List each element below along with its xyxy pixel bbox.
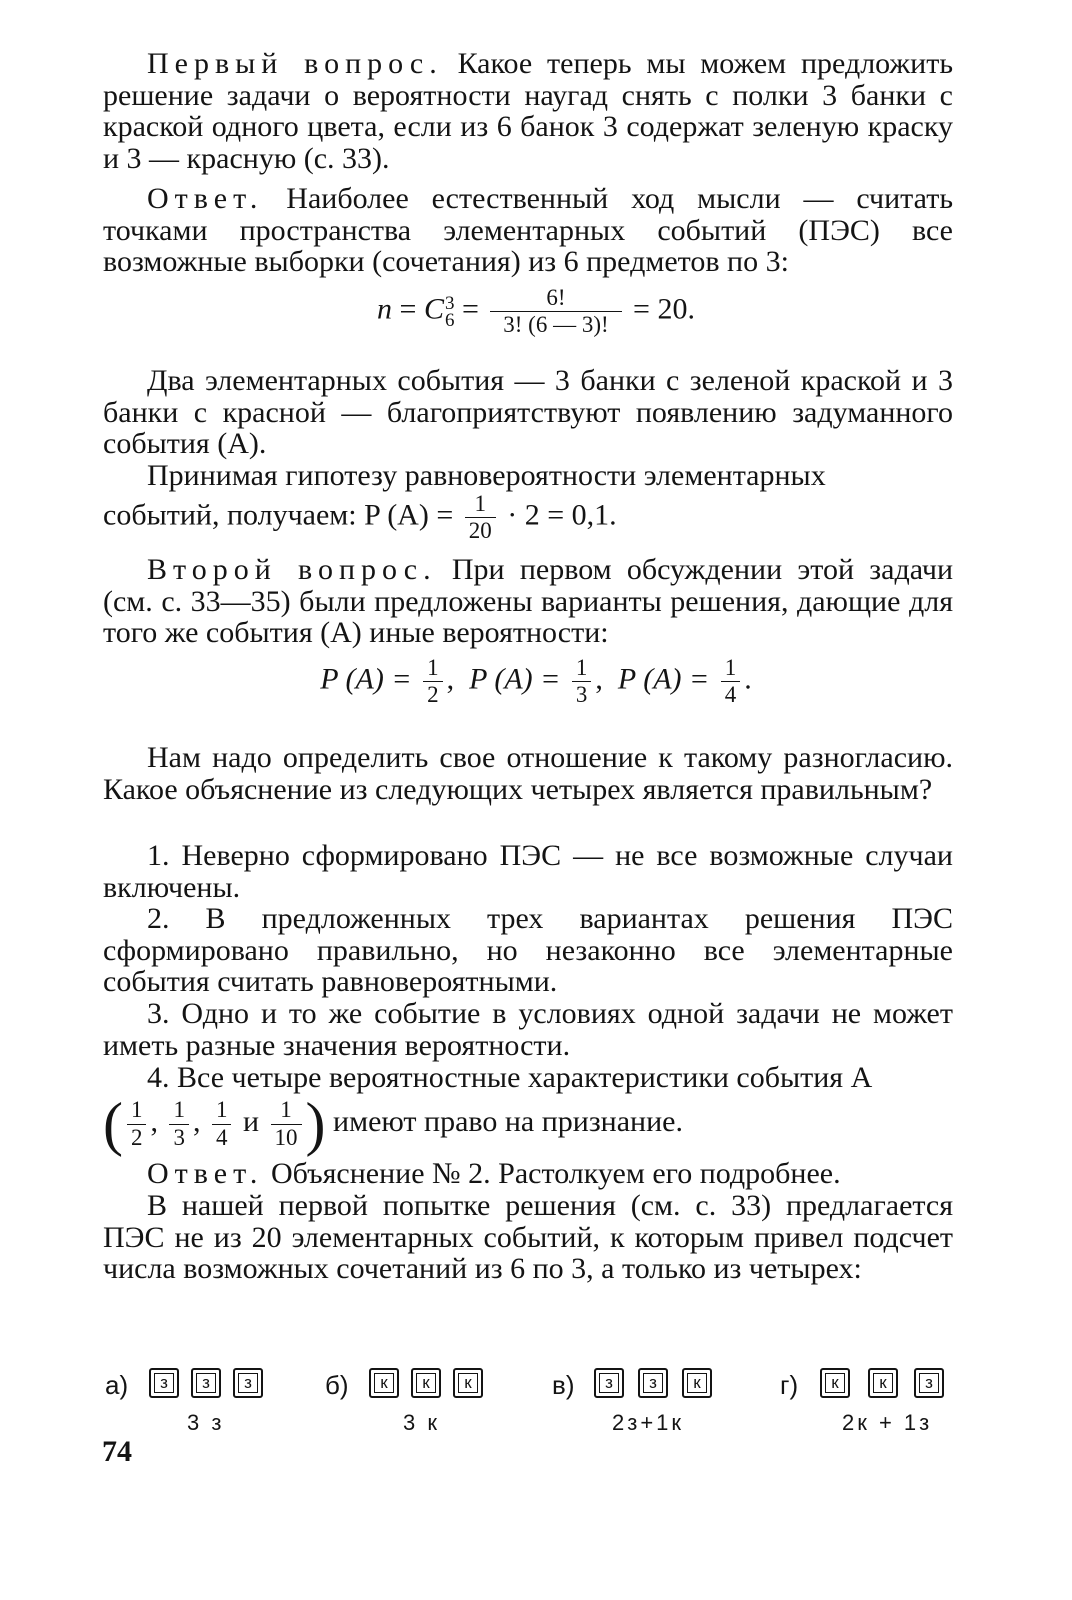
group-c-caption: 2з+1к (612, 1410, 685, 1435)
jar-box: к (411, 1368, 441, 1398)
group-c-label: в) (552, 1370, 575, 1400)
jar-box: к (453, 1368, 483, 1398)
answer-2-text: Объяснение № 2. Растолкуем его подробнее. (263, 1157, 841, 1190)
formula-n: n (377, 292, 393, 326)
formula-numerator: 6! (490, 286, 621, 312)
jar-box: з (638, 1368, 668, 1398)
two-events-paragraph: Два элементарных события — 3 банки с зеленой краской и 3 банки с красной — благоприятствуют появлению задуманного события (A). (103, 364, 953, 460)
item-4: 4. Все четыре вероятностные характеристики события A (147, 1061, 873, 1094)
formula-sup: 3 (444, 292, 455, 314)
question-1-heading: Первый вопрос. (147, 47, 443, 80)
group-c (552, 1368, 732, 1438)
item-1: 1. Неверно сформировано ПЭС — не все возможные случаи включены. (103, 839, 953, 904)
question-2-paragraph (103, 554, 953, 649)
jar-box: к (820, 1368, 850, 1398)
question-1-text: Какое теперь мы можем предложить решение задачи о вероятности наугад снять с полки 3 банки с краской одного цвета, если из 6 банок 3 содержат зеленую краску и 3 — красную (с. 33). (103, 47, 953, 175)
group-d-label: г) (780, 1370, 799, 1400)
jar-box: з (149, 1368, 179, 1398)
jar-box: к (868, 1368, 898, 1398)
item4-and: и (242, 1104, 260, 1138)
item-4-fractions: ( $\frac{1}{2}$ , $\frac{1}{3}$ , $\frac{1}{4}$ и $\frac{1}{10}$ ) имеют право на признание. (103, 1091, 683, 1157)
alt-fraction-2: $\frac{1}{3}$ (572, 656, 592, 707)
item4-frac-2: $\frac{1}{3}$ (169, 1098, 189, 1149)
alt-fraction-3: $\frac{1}{4}$ (721, 656, 741, 707)
group-b-caption: 3 к (403, 1410, 440, 1435)
disagreement-paragraph: Нам надо определить свое отношение к такому разногласию. Какое объяснение из следующих четырех является правильным? (103, 741, 953, 806)
formula-result: = 20. (633, 292, 695, 326)
formula-alternatives: P (A) = $\frac{1}{2}$ , P (A) = $\frac{1}{3}$ , P (A) = $\frac{1}{4}$ . (320, 655, 752, 708)
question-2-text: При первом обсуждении этой задачи (см. с. 33—35) были предложены варианты решения, дающие для того же события (A) иные вероятности: (103, 553, 953, 649)
item-2: 2. В предложенных трех вариантах решения ПЭС сформировано правильно, но незаконно все элементарные события считать равновероятными. (103, 902, 953, 998)
item4-rest: имеют право на признание. (333, 1104, 683, 1138)
item-3: 3. Одно и то же событие в условиях одной задачи не может иметь разные значения вероятности. (103, 997, 953, 1062)
group-b-label: б) (325, 1370, 349, 1400)
hypothesis-post: · 2 = 0,1. (507, 498, 617, 532)
formula-combinations: n = C 3 6 = $\frac{6!}{3! (6 — 3)!}$ = 20. (377, 285, 695, 338)
jar-box: з (914, 1368, 944, 1398)
alt-p-1: P (A) = (320, 662, 412, 696)
answer-2-heading: Ответ. (147, 1157, 264, 1190)
group-a-label: а) (105, 1370, 129, 1400)
item4-frac-3: $\frac{1}{4}$ (212, 1098, 232, 1149)
question-1-paragraph (103, 48, 953, 174)
hypothesis-line: Принимая гипотезу равновероятности элементарных (147, 459, 826, 492)
answer-1-heading: Ответ. (147, 182, 264, 215)
formula-denominator: 3! (6 — 3)! (503, 312, 609, 338)
answer-2-paragraph (103, 1158, 953, 1190)
left-paren: ( (103, 1091, 123, 1157)
formula-sub: 6 (444, 309, 455, 331)
item4-frac-4: $\frac{1}{10}$ (271, 1098, 302, 1149)
jar-box: к (682, 1368, 712, 1398)
formula-fraction (490, 286, 621, 337)
hypothesis-pre: событий, получаем: P (A) = (103, 498, 454, 532)
group-a-caption: 3 з (187, 1410, 225, 1435)
group-d (780, 1368, 960, 1438)
alt-fraction-1: $\frac{1}{2}$ (423, 656, 443, 707)
alt-p-2: P (A) = (469, 662, 561, 696)
alt-p-3: P (A) = (617, 662, 710, 696)
group-b (325, 1368, 505, 1438)
answer-1-text: Наиболее естественный ход мысли — считать точками пространства элементарных событий (ПЭС) все возможные выборки (сочетания) из 6 предметов по 3: (103, 182, 953, 278)
page-number: 74 (102, 1435, 132, 1468)
jar-box: з (191, 1368, 221, 1398)
first-attempt-paragraph: В нашей первой попытке решения (см. с. 33) предлагается ПЭС не из 20 элементарных событий, к которым привел подсчет числа возможных сочетаний из 6 по 3, а только из четырех: (103, 1189, 953, 1285)
right-paren: ) (305, 1091, 326, 1157)
question-2-heading: Второй вопрос. (147, 553, 437, 586)
jar-box: з (233, 1368, 263, 1398)
formula-c: C (423, 292, 444, 326)
hypothesis-formula (103, 492, 617, 543)
answer-1-paragraph (103, 183, 953, 278)
jar-box: з (594, 1368, 624, 1398)
group-d-caption: 2к + 1з (842, 1410, 933, 1435)
group-a (105, 1368, 285, 1438)
item4-frac-1: $\frac{1}{2}$ (127, 1098, 147, 1149)
jar-box: к (369, 1368, 399, 1398)
hypothesis-fraction: $\frac{1}{20}$ (465, 492, 496, 543)
